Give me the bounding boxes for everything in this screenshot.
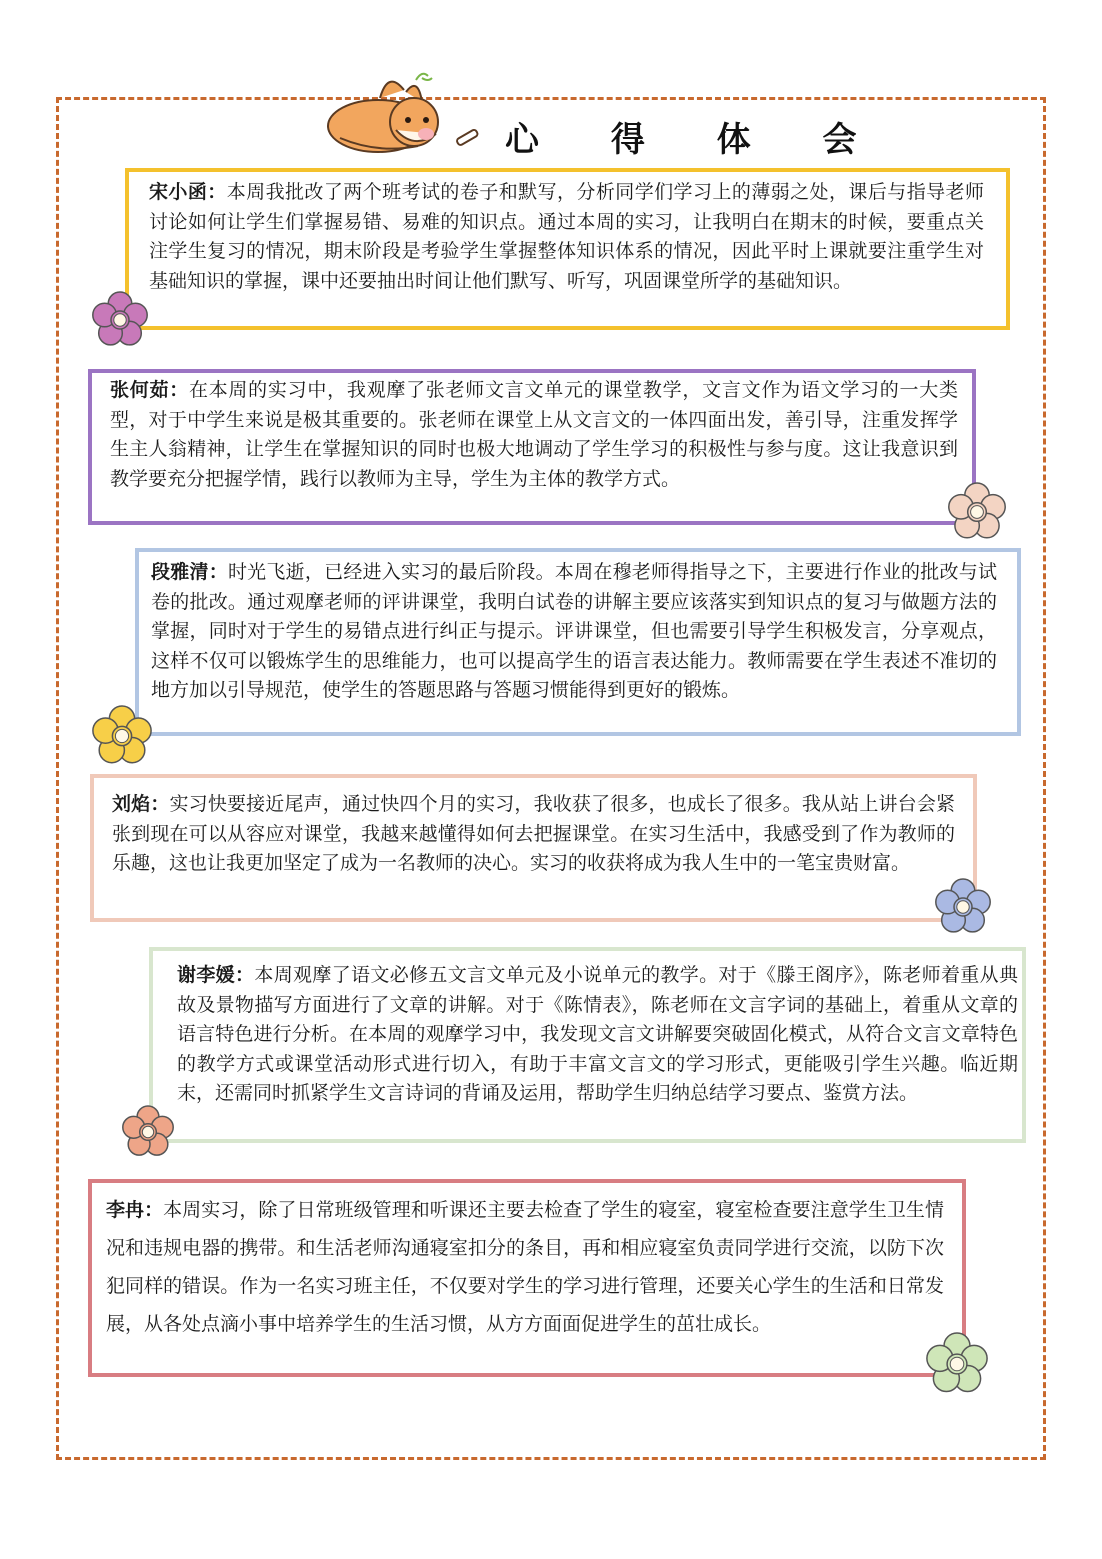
flower-icon	[87, 703, 157, 769]
entry-box-5	[149, 947, 1026, 1143]
page-title: 心 得 体 会	[505, 120, 887, 160]
entry-text: 在本周的实习中，我观摩了张老师文言文单元的课堂教学，文言文作为语文学习的一大类型，对于中学生来说是极其重要的。张老师在课堂上从文言文的一体四面出发，善引导，注重发挥学生主人翁精神，让学生在掌握知识的同时也极大地调动了学生学习的积极性与参与度。这让我意识到教学要充分把握学情，践行以教师为主导，学生为主体的教学方式。	[110, 379, 958, 490]
entry-author: 李冉：	[106, 1199, 164, 1221]
entry-text: 时光飞逝，已经进入实习的最后阶段。本周在穆老师得指导之下，主要进行作业的批改与试卷的批改。通过观摩老师的评讲课堂，我明白试卷的讲解主要应该落实到知识点的复习与做题方法的掌握，同时对于学生的易错点进行纠正与提示。评讲课堂，但也需要引导学生积极发言，分享观点，这样不仅可以锻炼学生的思维能力，也可以提高学生的语言表达能力。教师需要在学生表述不准切的地方加以引导规范，使学生的答题思路与答题习惯能得到更好的锻炼。	[151, 561, 997, 701]
entry-box-3	[135, 548, 1021, 736]
entry-box-1	[125, 168, 1010, 330]
entry-text: 实习快要接近尾声，通过快四个月的实习，我收获了很多，也成长了很多。我从站上讲台会紧张到现在可以从容应对课堂，我越来越懂得如何去把握课堂。在实习生活中，我感受到了作为教师的乐趣，这也让我更加坚定了成为一名教师的决心。实习的收获将成为我人生中的一笔宝贵财富。	[112, 793, 955, 874]
flower-icon	[86, 289, 154, 351]
flower-icon	[942, 480, 1012, 544]
entry-text: 本周观摩了语文必修五文言文单元及小说单元的教学。对于《滕王阁序》，陈老师着重从典故及景物描写方面进行了文章的讲解。对于《陈情表》，陈老师在文言字词的基础上，着重从文章的语言特色进行分析。在本周的观摩学习中，我发现文言文讲解要突破固化模式，从符合文言文章特色的教学方式或课堂活动形式进行切入，有助于丰富文言文的学习形式，更能吸引学生兴趣。临近期末，还需同时抓紧学生文言诗词的背诵及运用，帮助学生归纳总结学习要点、鉴赏方法。	[177, 964, 1018, 1104]
entry-author: 谢李媛：	[177, 964, 255, 986]
entry-text: 本周实习，除了日常班级管理和听课还主要去检查了学生的寝室，寝室检查要注意学生卫生情况和违规电器的携带。和生活老师沟通寝室扣分的条目，再和相应寝室负责同学进行交流，以防下次犯同样的错误。作为一名实习班主任，不仅要对学生的学习进行管理，还要关心学生的生活和日常发展，从各处点滴小事中培养学生的生活习惯，从方方面面促进学生的茁壮成长。	[106, 1199, 944, 1335]
corgi-dog-icon	[318, 68, 488, 163]
entry-author: 张何茹：	[110, 379, 189, 401]
entry-author: 段雅清：	[151, 561, 228, 583]
entry-box-6	[88, 1179, 966, 1377]
entry-box-4	[90, 774, 977, 922]
flower-icon	[918, 1330, 996, 1398]
entry-box-2	[88, 369, 976, 525]
flower-icon	[114, 1103, 182, 1161]
entry-author: 宋小函：	[149, 181, 227, 203]
entry-text: 本周我批改了两个班考试的卷子和默写，分析同学们学习上的薄弱之处，课后与指导老师讨论如何让学生们掌握易错、易难的知识点。通过本周的实习，让我明白在期末的时候，要重点关注学生复习的情况，期末阶段是考验学生掌握整体知识体系的情况，因此平时上课就要注重学生对基础知识的掌握，课中还要抽出时间让他们默写、听写，巩固课堂所学的基础知识。	[149, 181, 984, 292]
entry-author: 刘焰：	[112, 793, 170, 815]
flower-icon	[928, 876, 998, 938]
